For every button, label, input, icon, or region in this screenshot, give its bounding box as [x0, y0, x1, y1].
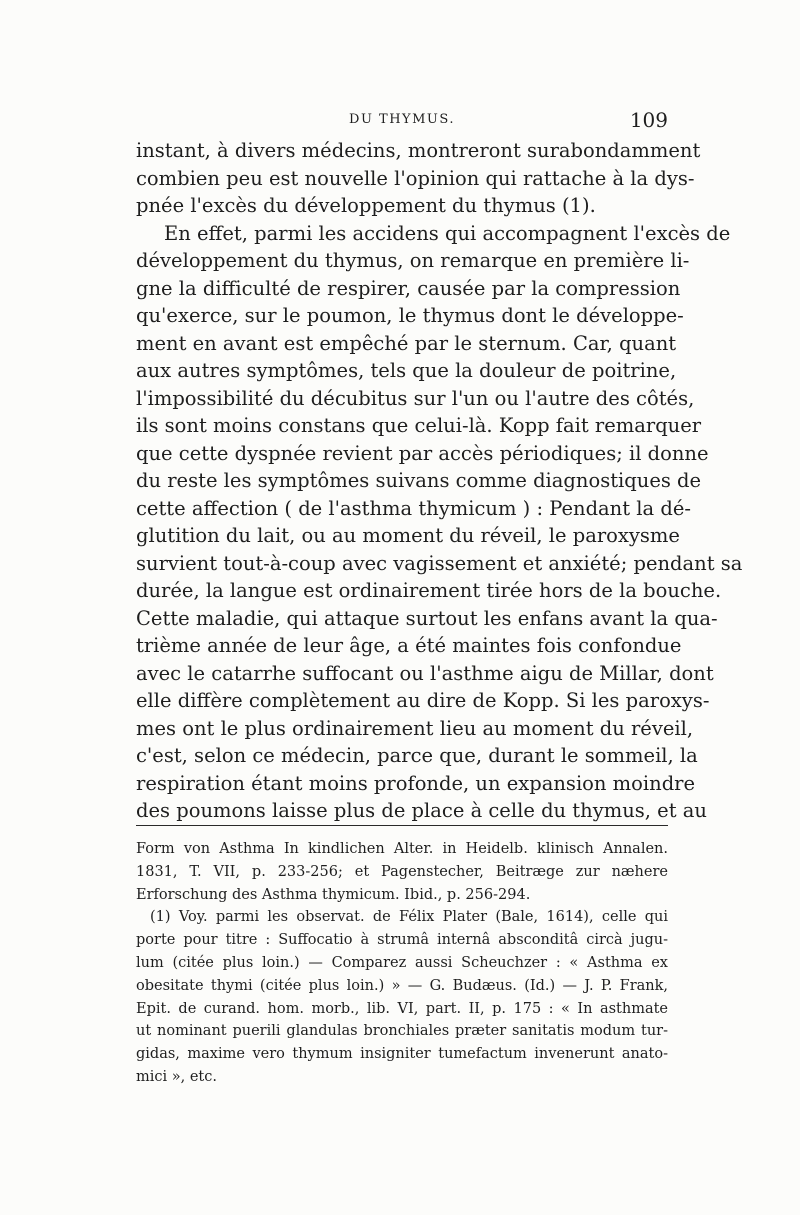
- footnotes: [136, 838, 668, 1089]
- footnote-line: (1) Voy. parmi les observat. de Félix Plater (Bale, 1614), celle qui: [150, 909, 668, 926]
- text-line: survient tout-à-coup avec vagissement et anxiété; pendant sa: [136, 551, 743, 575]
- text-line: du reste les symptômes suivans comme diagnostiques de: [136, 469, 702, 492]
- running-head: DU THYMUS.: [349, 112, 455, 127]
- footnote-line: gidas, maxime vero thymum insigniter tumefactum invenerunt anato-: [136, 1046, 668, 1063]
- text-line: glutition du lait, ou au moment du réveil, le paroxysme: [136, 524, 680, 547]
- footnote-line: Epit. de curand. hom. morb., lib. VI, part. II, p. 175 : « In asthmate: [136, 1000, 668, 1017]
- text-line: cette affection ( de l'asthma thymicum ) : Pendant la dé-: [136, 496, 691, 520]
- page-number: 109: [629, 108, 668, 132]
- text-line: gne la difficulté de respirer, causée par la compression: [136, 276, 681, 300]
- footnote-line: 1831, T. VII, p. 233-256; et Pagenstecher, Beitræge zur næhere: [136, 863, 668, 880]
- footnote-rule: [136, 825, 668, 826]
- page-header: [136, 108, 668, 138]
- footnote-line: ut nominant puerili glandulas bronchiales præter sanitatis modum tur-: [136, 1023, 668, 1040]
- text-line: des poumons laisse plus de place à celle du thymus, et au: [136, 799, 707, 822]
- footnote-line: obesitate thymi (citée plus loin.) » — G. Budæus. (Id.) — J. P. Frank,: [136, 977, 668, 994]
- footnote-line: Form von Asthma In kindlichen Alter. in Heidelb. klinisch Annalen.: [136, 841, 668, 857]
- text-line: ment en avant est empêché par le sternum. Car, quant: [136, 331, 677, 355]
- footnote-line: mici », etc.: [136, 1068, 217, 1085]
- text-line: développement du thymus, on remarque en première li-: [136, 249, 690, 272]
- footnote-line: porte pour titre : Suffocatio à strumâ internâ absconditâ circà jugu-: [136, 932, 668, 949]
- text-line: respiration étant moins profonde, un expansion moindre: [136, 771, 696, 795]
- text-line: ils sont moins constans que celui-là. Kopp fait remarquer: [136, 414, 702, 437]
- text-line: que cette dyspnée revient par accès périodiques; il donne: [136, 441, 709, 465]
- footnote-line: lum (citée plus loin.) — Comparez aussi Scheuchzer : « Asthma ex: [136, 954, 668, 971]
- text-line: Cette maladie, qui attaque surtout les enfans avant la qua-: [136, 606, 718, 630]
- text-line: aux autres symptômes, tels que la douleur de poitrine,: [136, 359, 677, 382]
- text-line: qu'exerce, sur le poumon, le thymus dont le développe-: [136, 304, 684, 327]
- text-line: mes ont le plus ordinairement lieu au moment du réveil,: [136, 716, 694, 740]
- text-line: instant, à divers médecins, montreront surabondamment: [136, 139, 701, 162]
- text-line: l'impossibilité du décubitus sur l'un ou l'autre des côtés,: [136, 386, 695, 410]
- text-line: elle diffère complètement au dire de Kopp. Si les paroxys-: [136, 689, 710, 712]
- footnote-line: Erforschung des Asthma thymicum. Ibid., p. 256-294.: [136, 886, 531, 903]
- text-line: durée, la langue est ordinairement tirée hors de la bouche.: [136, 579, 722, 602]
- text-line: avec le catarrhe suffocant ou l'asthme aigu de Millar, dont: [136, 661, 714, 685]
- main-text: [136, 137, 743, 825]
- text-line: c'est, selon ce médecin, parce que, durant le sommeil, la: [136, 744, 698, 767]
- text-line: pnée l'excès du développement du thymus (1).: [136, 194, 596, 217]
- text-line: combien peu est nouvelle l'opinion qui rattache à la dys-: [136, 166, 695, 190]
- text-line: En effet, parmi les accidens qui accompagnent l'excès de: [164, 221, 731, 245]
- text-line: trième année de leur âge, a été maintes fois confondue: [136, 634, 682, 657]
